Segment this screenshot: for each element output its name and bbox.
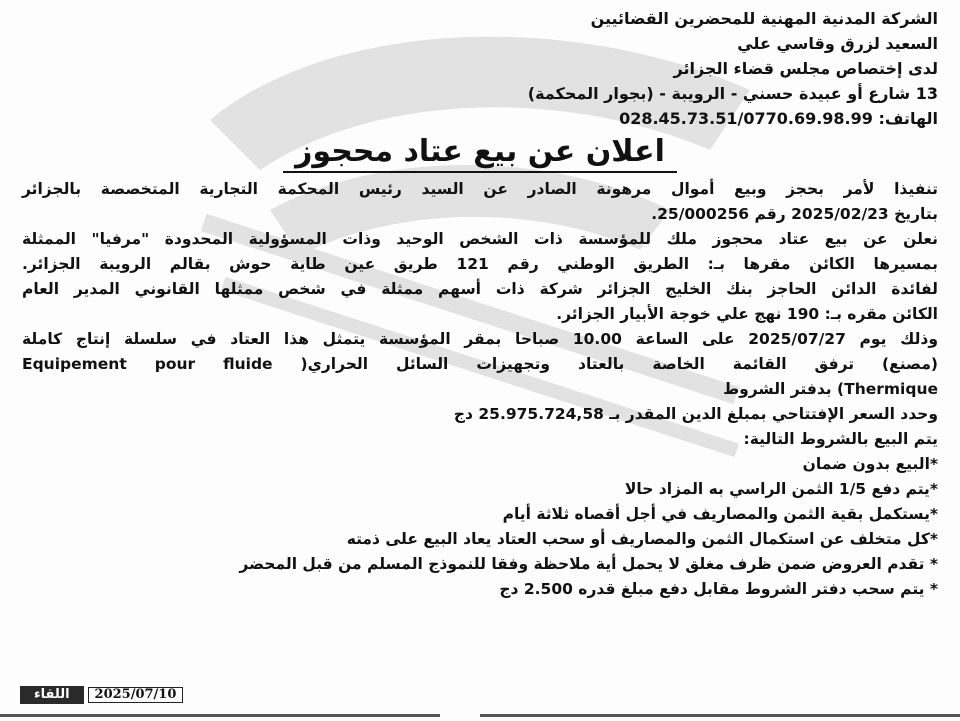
conditions-list: [22, 452, 938, 602]
body-line: الكائن مقره بـ: 190 نهج علي خوجة الأبيار الجزائر.: [556, 305, 938, 323]
list-item: *كل متخلف عن استكمال الثمن والمصاريف أو سحب العتاد يعاد البيع على ذمته: [346, 530, 938, 548]
body-line: بمسيرها الكائن مقرها بـ: الطريق الوطني رقم 121 طريق عين طاية حوش بقالم الرويبة الجزائر.: [22, 255, 938, 273]
company-name: الشركة المدنية المهنية للمحضرين القضائيين: [590, 9, 938, 28]
body-line: تنفيذا لأمر بحجز وبيع أموال مرهونة الصادر عن السيد رئيس المحكمة التجارية المتخصصة بالجزائر: [22, 180, 938, 198]
announcement-body: [22, 177, 938, 452]
title-container: [22, 133, 938, 173]
opening-price: وحدد السعر الإفتتاحي بمبلغ الدين المقدر بـ 25.975.724,58 دج: [453, 405, 938, 423]
newspaper-label: اللقاء: [20, 686, 84, 704]
list-item: *يستكمل بقية الثمن والمصاريف في أجل أقصاه ثلاثة أيام: [502, 505, 938, 523]
conditions-heading: يتم البيع بالشروط التالية:: [743, 430, 938, 448]
announcement-title: اعلان عن بيع عتاد محجوز: [283, 133, 677, 173]
body-line: وذلك يوم 2025/07/27 على الساعة 10.00 صباحا بمقر المؤسسة يتمثل هذا العتاد في سلسلة إنتاج كاملة: [22, 330, 938, 348]
list-item: *يتم دفع 1/5 الثمن الراسي به المزاد حالا: [624, 480, 938, 498]
phone-numbers: الهاتف: 028.45.73.51/0770.69.98.99: [619, 109, 938, 128]
office-address: 13 شارع أو عبيدة حسني - الرويبة - (بجوار المحكمة): [527, 84, 938, 103]
list-item: * تقدم العروض ضمن ظرف مغلق لا يحمل أية ملاحظة وفقا للنموذج المسلم من قبل المحضر: [239, 555, 938, 573]
body-line: لفائدة الدائن الحاجز بنك الخليج الجزائر شركة ذات أسهم ممثلة في شخص ممثلها القانوني المدير العام: [22, 280, 938, 298]
bailiff-names: السعيد لزرق وقاسي علي: [737, 34, 938, 53]
list-item: *البيع بدون ضمان: [802, 455, 938, 473]
bottom-rule-right: [480, 714, 960, 717]
bottom-rule-left: [0, 714, 440, 717]
bailiff-header: [22, 6, 938, 131]
publication-date: 2025/07/10: [88, 687, 184, 703]
body-line: نعلن عن بيع عتاد محجوز ملك للمؤسسة ذات الشخص الوحيد وذات المسؤولية المحدودة "مرفيا" الممثلة: [22, 230, 938, 248]
publication-footer: [20, 686, 183, 704]
body-line: Thermique) بدفتر الشروط: [723, 380, 938, 398]
body-line: بتاريخ 2025/02/23 رقم 25/000256.: [651, 205, 938, 223]
jurisdiction: لدى إختصاص مجلس قضاء الجزائر: [673, 59, 938, 78]
sale-announcement: [22, 6, 938, 602]
list-item: * يتم سحب دفتر الشروط مقابل دفع مبلغ قدره 2.500 دج: [499, 580, 938, 598]
body-line: (مصنع) ترفق القائمة الخاصة بالعتاد وتجهيزات السائل الحراري( Equipement pour fluide: [22, 355, 938, 373]
